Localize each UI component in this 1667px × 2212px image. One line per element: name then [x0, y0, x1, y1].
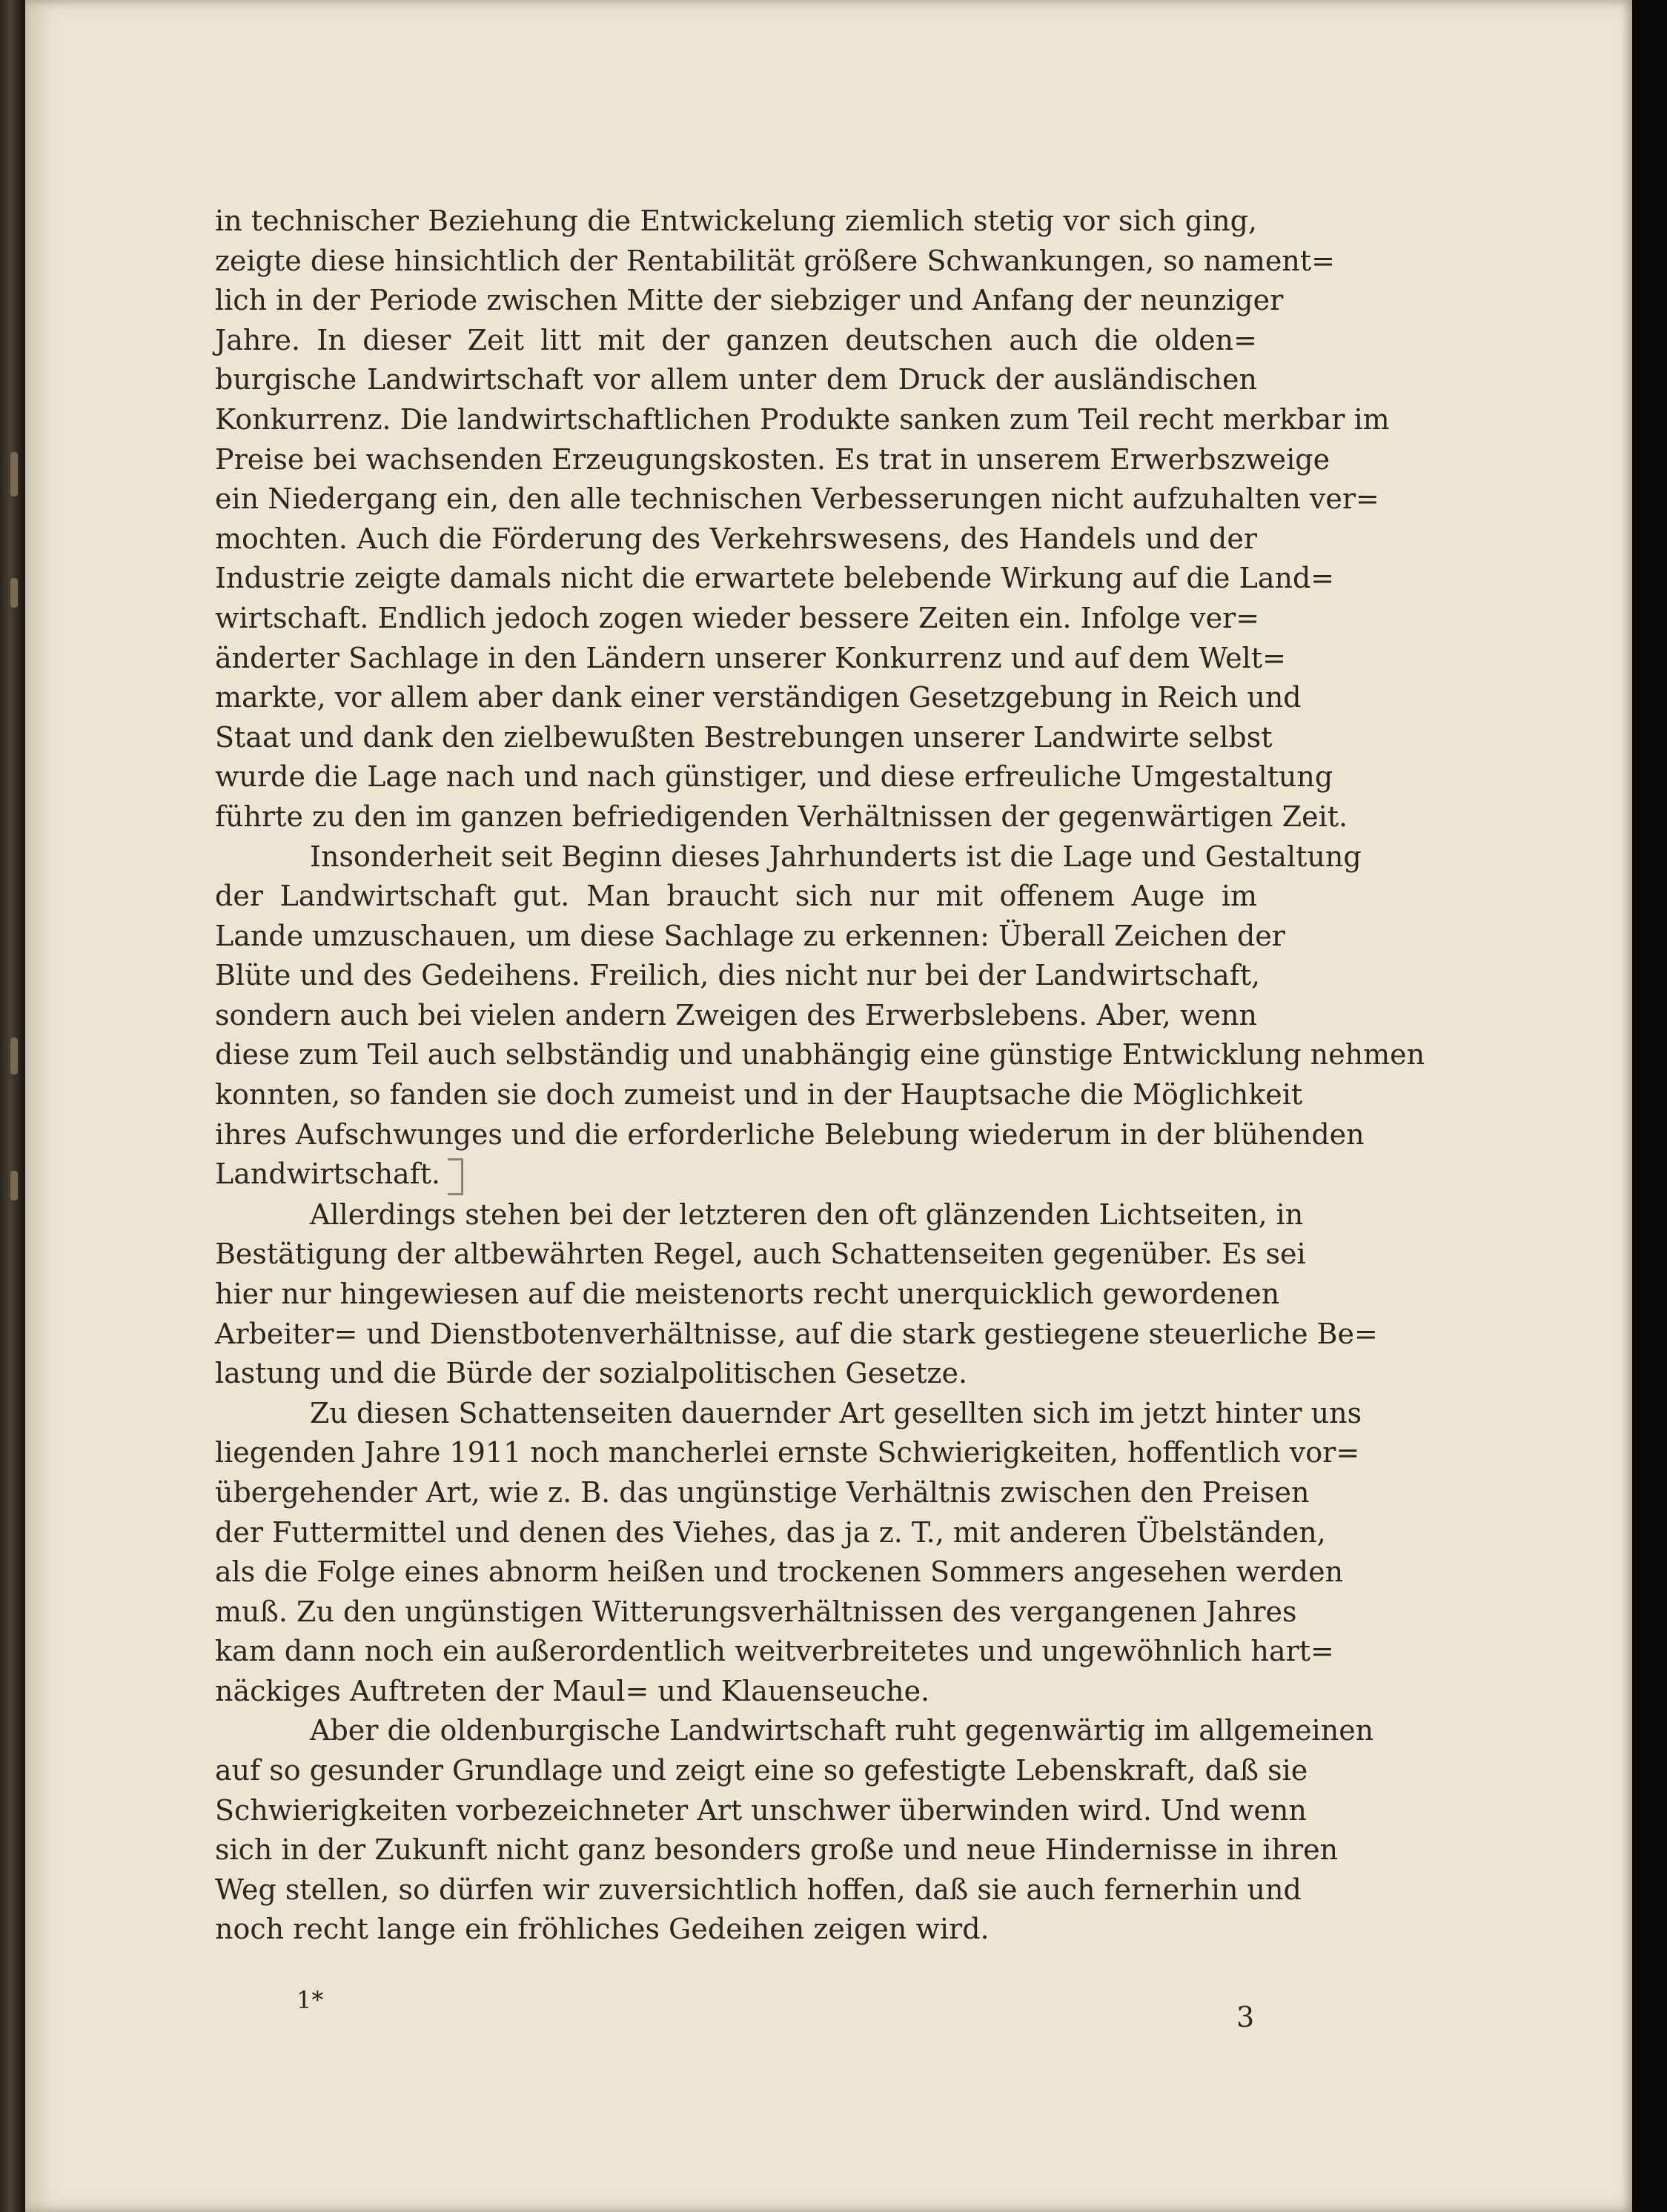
edge-mark	[10, 578, 18, 608]
text-line: lich in der Periode zwischen Mitte der siebziger und Anfang der neunziger	[215, 284, 1284, 317]
text-line: muß. Zu den ungünstigen Witterungsverhältnissen des vergangenen Jahres	[215, 1595, 1297, 1628]
printer-signature: 1*	[296, 1986, 324, 2014]
text-line: Preise bei wachsenden Erzeugungskosten. Es trat in unserem Erwerbszweige	[215, 442, 1330, 476]
text-line: übergehender Art, wie z. B. das ungünstige Verhältnis zwischen den Preisen	[215, 1475, 1310, 1509]
text-line: Konkurrenz. Die landwirtschaftlichen Produkte sanken zum Teil recht merkbar im	[215, 402, 1390, 436]
text-line: sich in der Zukunft nicht ganz besonders große und neue Hindernisse in ihren	[215, 1833, 1339, 1867]
text-line: als die Folge eines abnorm heißen und trockenen Sommers angesehen werden	[215, 1555, 1344, 1589]
paragraph	[215, 202, 1390, 837]
paragraph	[215, 837, 1425, 1195]
text-line: burgische Landwirtschaft vor allem unter dem Druck der ausländischen	[215, 363, 1257, 396]
edge-mark	[10, 1171, 18, 1200]
text-line: Zu diesen Schattenseiten dauernder Art gesellten sich im jetzt hinter uns	[310, 1396, 1362, 1429]
text-line: Jahre. In dieser Zeit litt mit der ganzen deutschen auch die olden=	[215, 323, 1257, 356]
text-line: ihres Aufschwunges und die erforderliche Belebung wiederum in der blühenden	[215, 1117, 1365, 1151]
text-line: Blüte und des Gedeihens. Freilich, dies nicht nur bei der Landwirtschaft,	[215, 959, 1261, 992]
text-line: änderter Sachlage in den Ländern unserer Konkurrenz und auf dem Welt=	[215, 641, 1286, 674]
text-line: Allerdings stehen bei der letzteren den oft glänzenden Lichtseiten, in	[310, 1198, 1304, 1231]
text-line: Lande umzuschauen, um diese Sachlage zu erkennen: Überall Zeichen der	[215, 919, 1285, 952]
text-line: näckiges Auftreten der Maul= und Klauenseuche.	[215, 1674, 930, 1707]
text-line: Schwierigkeiten vorbezeichneter Art unschwer überwinden wird. Und wenn	[215, 1793, 1307, 1827]
text-line: diese zum Teil auch selbständig und unabhängig eine günstige Entwicklung nehmen	[215, 1038, 1425, 1072]
text-line: ein Niedergang ein, den alle technischen Verbesserungen nicht aufzuhalten ver=	[215, 482, 1379, 516]
text-line: sondern auch bei vielen andern Zweigen des Erwerbslebens. Aber, wenn	[215, 998, 1257, 1032]
text-line: der Landwirtschaft gut. Man braucht sich nur mit offenem Auge im	[215, 880, 1257, 913]
body-text	[215, 202, 1425, 1950]
text-line: mochten. Auch die Förderung des Verkehrswesens, des Handels und der	[215, 522, 1257, 555]
edge-mark	[10, 452, 18, 496]
text-line: wurde die Lage nach und nach günstiger, und diese erfreuliche Umgestaltung	[215, 760, 1333, 794]
text-line: liegenden Jahre 1911 noch mancherlei ernste Schwierigkeiten, hoffentlich vor=	[215, 1436, 1360, 1469]
text-line: Weg stellen, so dürfen wir zuversichtlich hoffen, daß sie auch fernerhin und	[215, 1873, 1302, 1906]
text-line: Landwirtschaft.	[215, 1155, 1257, 1195]
text-line: führte zu den im ganzen befriedigenden Verhältnissen der gegenwärtigen Zeit.	[215, 800, 1348, 833]
text-line: Insonderheit seit Beginn dieses Jahrhunderts ist die Lage und Gestaltung	[310, 840, 1362, 873]
text-line: hier nur hingewiesen auf die meistenorts recht unerquicklich gewordenen	[215, 1277, 1280, 1310]
text-line: auf so gesunder Grundlage und zeigt eine so gefestigte Lebenskraft, daß sie	[215, 1754, 1308, 1787]
text-line: lastung und die Bürde der sozialpolitischen Gesetze.	[215, 1357, 968, 1390]
text-line: konnten, so fanden sie doch zumeist und in der Hauptsache die Möglichkeit	[215, 1078, 1303, 1112]
page-number: 3	[1236, 2001, 1255, 2033]
paragraph	[215, 1195, 1378, 1394]
text-line: Staat und dank den zielbewußten Bestrebungen unserer Landwirte selbst	[215, 720, 1273, 754]
text-line: markte, vor allem aber dank einer verständigen Gesetzgebung in Reich und	[215, 681, 1302, 714]
book-page	[25, 0, 1632, 2212]
text-line: Bestätigung der altbewährten Regel, auch Schattenseiten gegenüber. Es sei	[215, 1238, 1306, 1271]
text-line: noch recht lange ein fröhliches Gedeihen zeigen wird.	[215, 1913, 990, 1946]
text-line: in technischer Beziehung die Entwickelung ziemlich stetig vor sich ging,	[215, 205, 1257, 237]
text-line: kam dann noch ein außerordentlich weitverbreitetes und ungewöhnlich hart=	[215, 1635, 1334, 1668]
text-line: zeigte diese hinsichtlich der Rentabilität größere Schwankungen, so nament=	[215, 244, 1335, 277]
text-line: Industrie zeigte damals nicht die erwartete belebende Wirkung auf die Land=	[215, 562, 1335, 595]
text-line: wirtschaft. Endlich jedoch zogen wieder bessere Zeiten ein. Infolge ver=	[215, 601, 1260, 634]
text-line: Arbeiter= und Dienstbotenverhältnisse, auf die stark gestiegene steuerliche Be=	[215, 1317, 1378, 1350]
text-line: Aber die oldenburgische Landwirtschaft ruht gegenwärtig im allgemeinen	[310, 1714, 1374, 1747]
text-line: der Futtermittel und denen des Viehes, das ja z. T., mit anderen Übelständen,	[215, 1515, 1326, 1549]
book-gutter	[0, 0, 25, 2212]
paragraph	[215, 1394, 1362, 1712]
pencil-bracket-mark	[448, 1158, 463, 1195]
edge-mark	[10, 1037, 18, 1075]
paragraph	[215, 1711, 1374, 1950]
